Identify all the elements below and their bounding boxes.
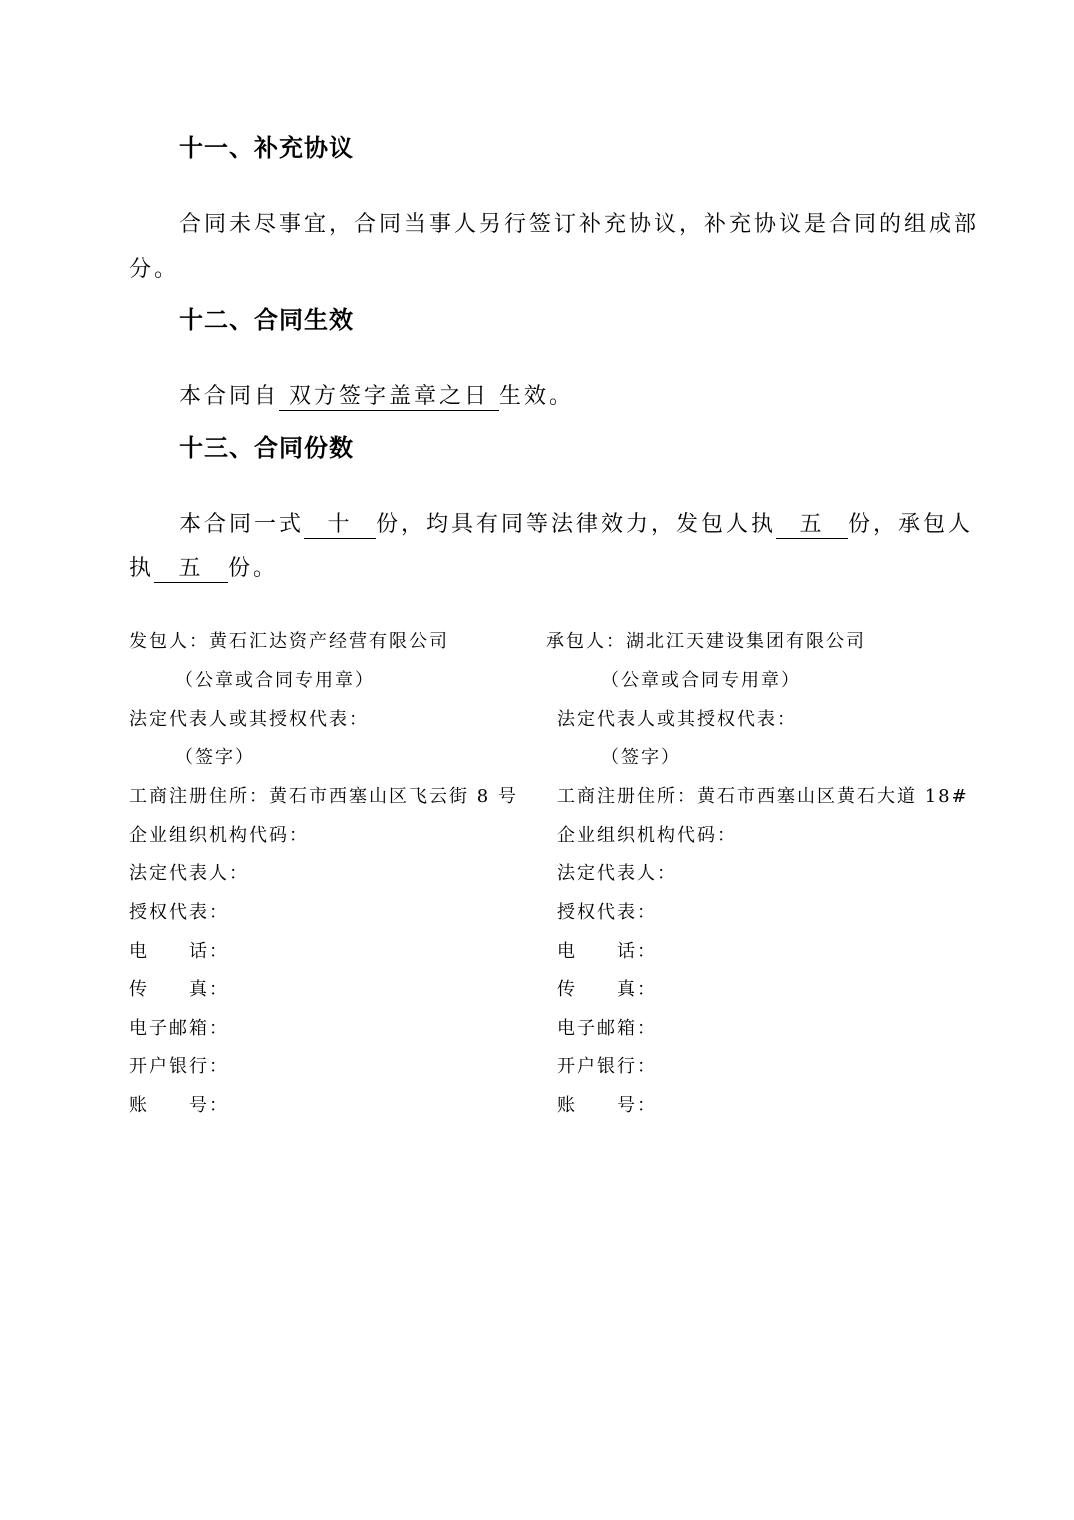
contractor-phone: 电 话： (557, 941, 657, 962)
section-13-text-3: 份，承包人 (848, 512, 974, 537)
employer-sign: （签字） (175, 747, 255, 768)
contractor-bank: 开户银行： (557, 1056, 657, 1077)
effective-date-blank: 双方签字盖章之日 (279, 384, 499, 411)
contractor-rep: 法定代表人或其授权代表： (557, 709, 797, 730)
section-12-heading: 十二、合同生效 (179, 306, 354, 334)
section-13-text-2: 份，均具有同等法律效力，发包人执 (376, 512, 777, 537)
contractor-address: 工商注册住所：黄石市西塞山区黄石大道 18# (557, 786, 969, 807)
section-12-suffix: 生效。 (499, 384, 575, 409)
employer-party: 发包人：黄石汇达资产经营有限公司 (129, 631, 449, 652)
total-copies-blank: 十 (304, 512, 376, 539)
employer-address: 工商注册住所：黄石市西塞山区飞云街 8 号 (129, 786, 518, 807)
contractor-seal: （公章或合同专用章） (601, 670, 801, 691)
employer-phone: 电 话： (129, 941, 229, 962)
employer-bank: 开户银行： (129, 1056, 229, 1077)
section-13-heading: 十三、合同份数 (179, 434, 354, 462)
section-13-line-2 (129, 551, 278, 583)
employer-fax: 传 真： (129, 979, 229, 1000)
employer-copies-blank: 五 (776, 512, 848, 539)
employer-seal: （公章或合同专用章） (175, 670, 375, 691)
section-12-prefix: 本合同自 (179, 384, 280, 409)
section-13-line-1 (179, 507, 973, 539)
employer-rep: 法定代表人或其授权代表： (129, 709, 369, 730)
section-13-text-1: 本合同一式 (179, 512, 305, 537)
contractor-email: 电子邮箱： (557, 1018, 657, 1039)
contractor-org-code: 企业组织机构代码： (557, 825, 737, 846)
employer-account: 账 号： (129, 1095, 229, 1116)
section-11-heading: 十一、补充协议 (179, 134, 354, 162)
employer-org-code: 企业组织机构代码： (129, 825, 309, 846)
section-12-text (179, 379, 574, 411)
contractor-account: 账 号： (557, 1095, 657, 1116)
contractor-copies-blank: 五 (154, 556, 228, 583)
contractor-fax: 传 真： (557, 979, 657, 1000)
contractor-party: 承包人：湖北江天建设集团有限公司 (546, 631, 866, 652)
section-13-text-5: 份。 (228, 556, 279, 581)
section-11-line-2: 分。 (129, 257, 180, 282)
contractor-sign: （签字） (601, 747, 681, 768)
employer-legal-rep: 法定代表人： (129, 863, 249, 884)
section-11-line-1: 合同未尽事宜，合同当事人另行签订补充协议，补充协议是合同的组成部 (179, 212, 980, 237)
section-13-text-4: 执 (129, 556, 155, 581)
employer-email: 电子邮箱： (129, 1018, 229, 1039)
employer-authorized: 授权代表： (129, 902, 229, 923)
contractor-authorized: 授权代表： (557, 902, 657, 923)
contractor-legal-rep: 法定代表人： (557, 863, 677, 884)
